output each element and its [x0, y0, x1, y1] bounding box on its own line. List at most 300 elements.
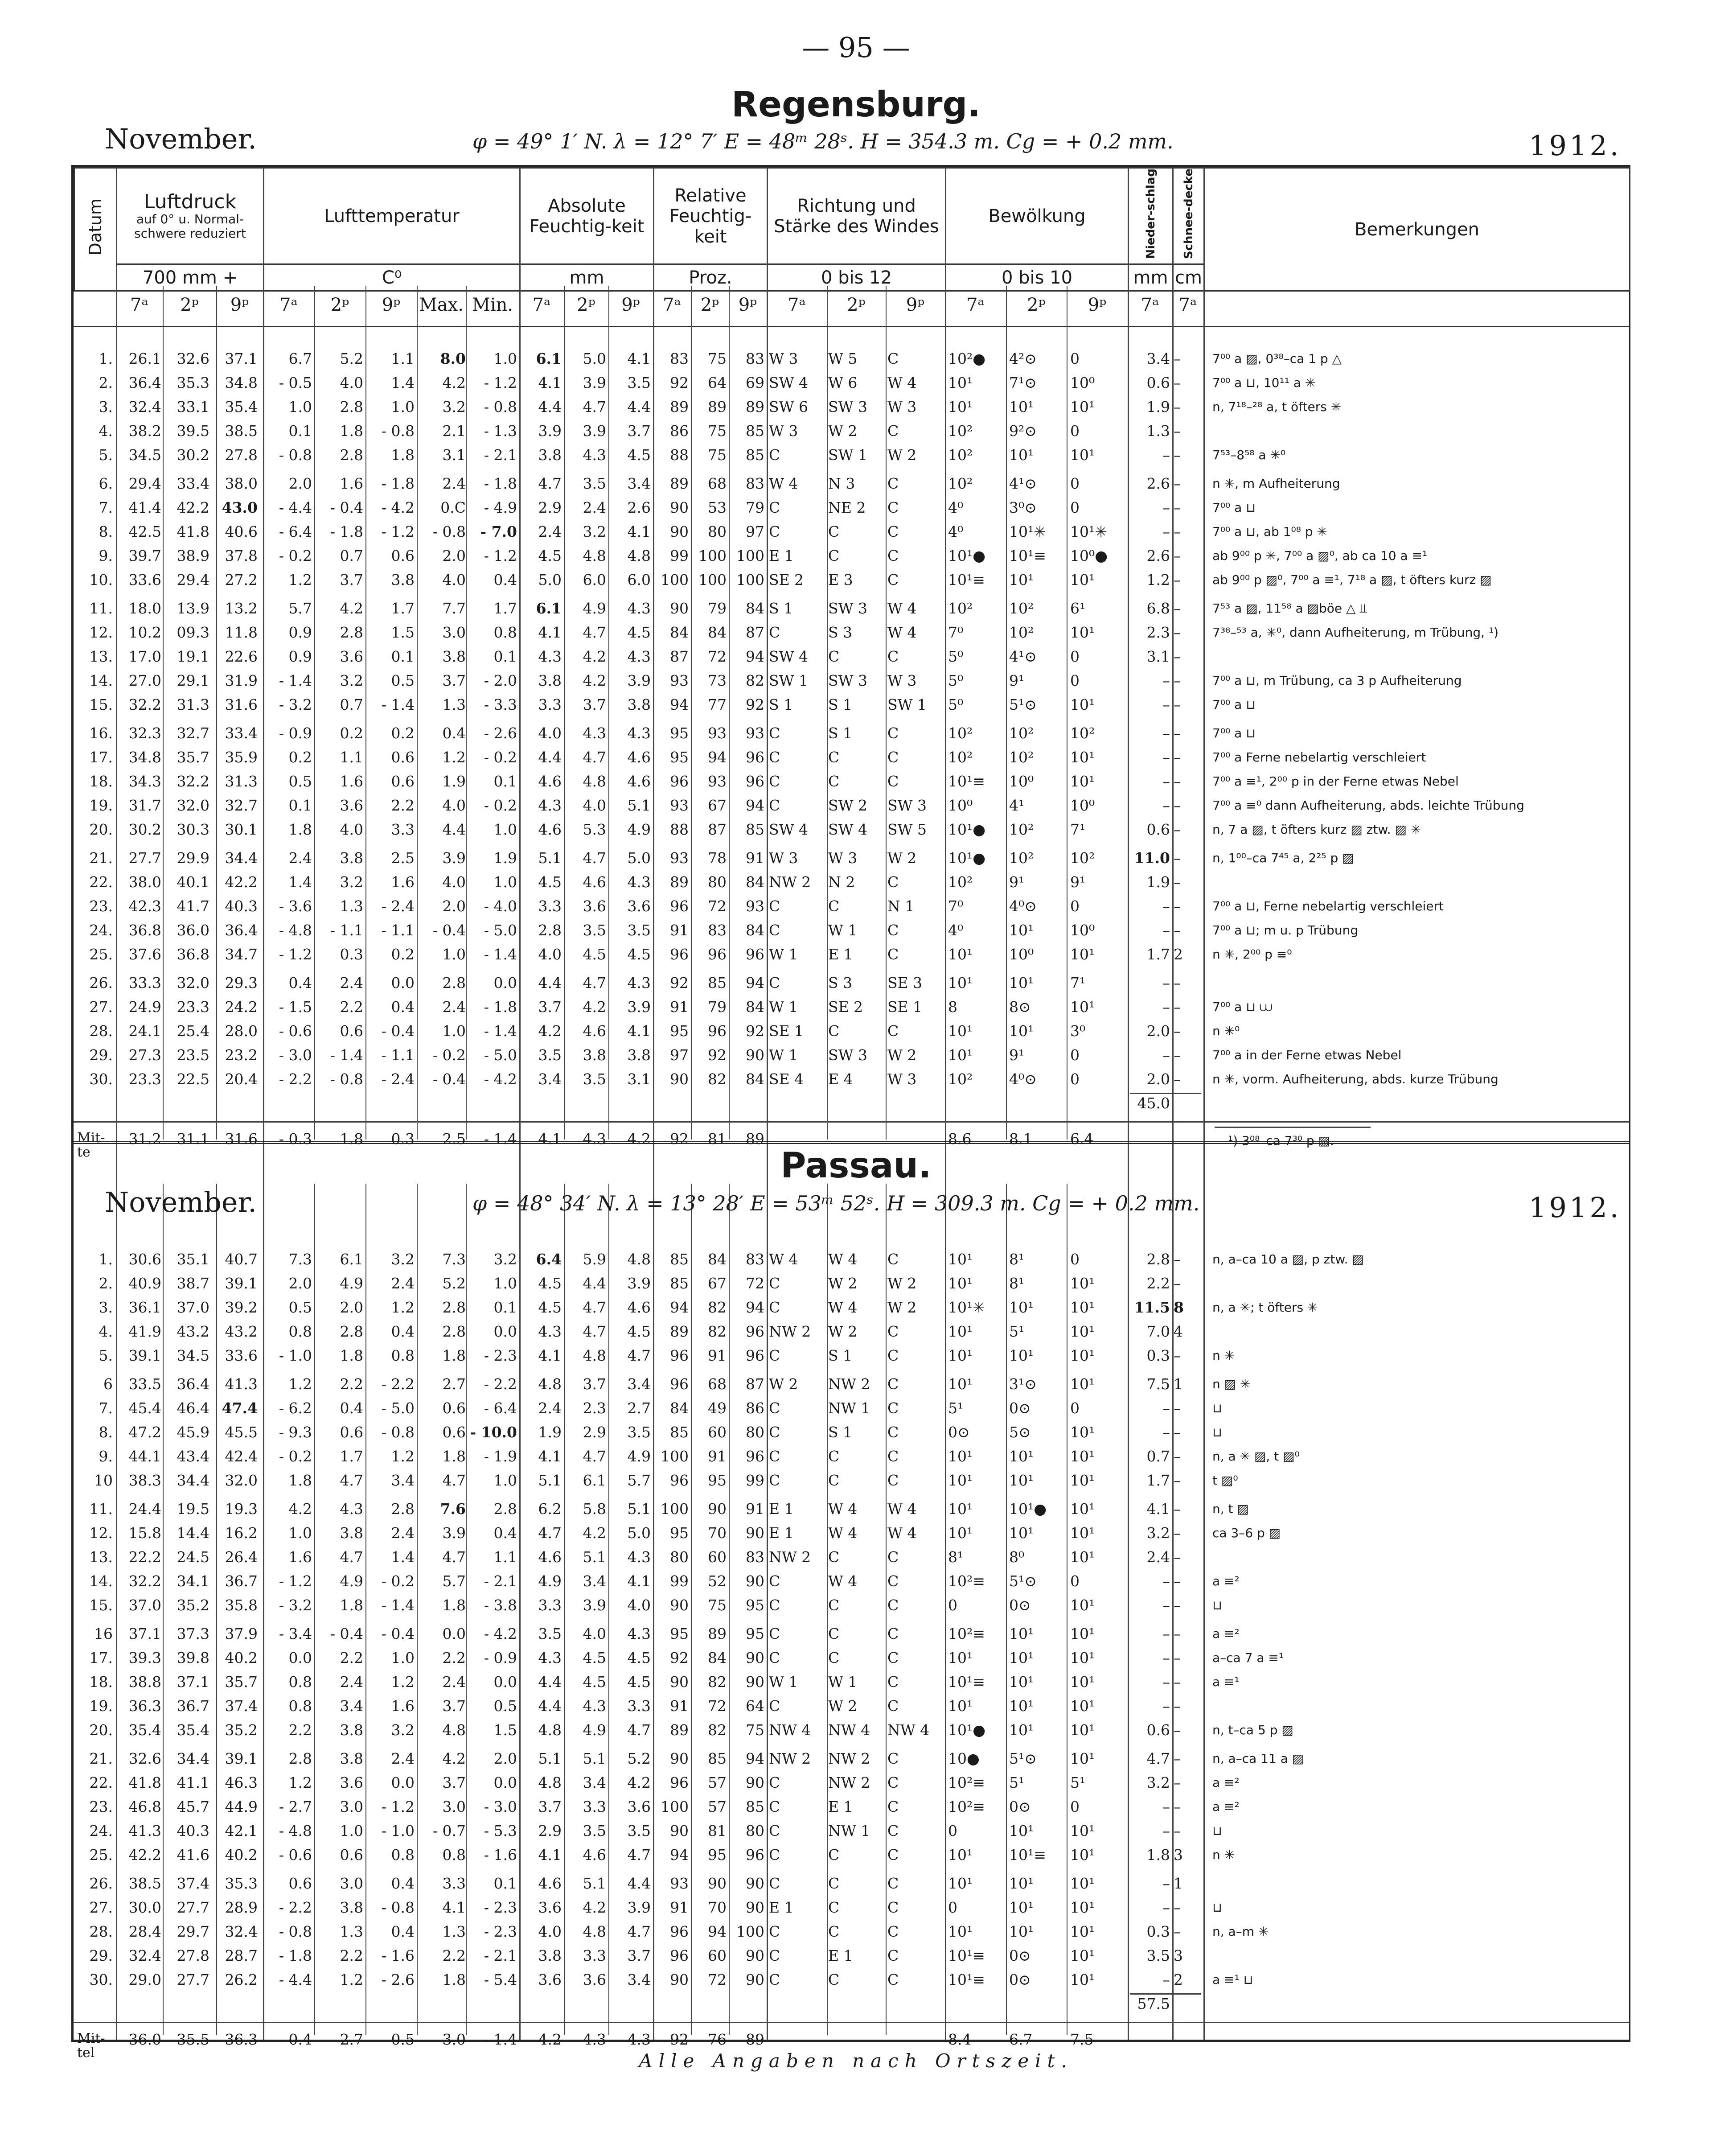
cloud-value: 10¹	[948, 1022, 973, 1040]
remark-text: 7⁰⁰ a ⊔	[1212, 697, 1256, 712]
pressure-value: 17.0	[128, 648, 161, 665]
temperature-value: 1.2	[442, 749, 466, 766]
row-date: 1.	[99, 350, 113, 367]
remark-text: n, a ✳; t öfters ✳	[1212, 1300, 1318, 1315]
abs-humidity-value: 4.7	[583, 624, 606, 641]
temperature-value: 0.1	[493, 773, 517, 790]
snow-value: 2	[1174, 946, 1183, 963]
table-row	[74, 1775, 1629, 1791]
temperature-value: - 1.4	[484, 946, 517, 963]
wind-value: W 2	[828, 1323, 858, 1340]
rel-humidity-value: 96	[670, 773, 689, 790]
abs-humidity-value: 2.4	[583, 499, 606, 516]
snow-value: –	[1174, 1822, 1181, 1839]
mean-abs-humidity: 4.2	[627, 1130, 651, 1148]
wind-value: NW 1	[828, 1399, 870, 1417]
precip-value: –	[1162, 922, 1170, 939]
cloud-value: 10¹	[948, 1524, 973, 1542]
cloud-value: 10¹✳	[1009, 523, 1046, 540]
rel-humidity-value: 87	[670, 648, 689, 665]
table-row	[74, 447, 1629, 463]
pressure-value: 34.7	[225, 946, 258, 963]
temperature-value: - 4.9	[484, 499, 517, 516]
abs-humidity-value: 4.2	[583, 998, 606, 1016]
table-row	[74, 399, 1629, 415]
rel-humidity-value: 94	[670, 696, 689, 713]
pressure-value: 40.7	[225, 1251, 258, 1268]
row-date: 25.	[89, 946, 113, 963]
table-row	[74, 999, 1629, 1015]
pressure-value: 23.3	[128, 1070, 161, 1088]
snow-value: –	[1174, 1251, 1181, 1268]
pressure-value: 36.4	[128, 374, 161, 391]
table-row	[74, 1698, 1629, 1714]
rel-humidity-value: 92	[670, 374, 689, 391]
abs-humidity-value: 3.9	[627, 998, 651, 1016]
row-date: 7.	[99, 499, 113, 516]
snow-value: –	[1174, 1347, 1181, 1364]
pressure-value: 29.7	[177, 1923, 209, 1940]
rel-humidity-value: 79	[708, 998, 727, 1016]
rel-humidity-value: 90	[670, 499, 689, 516]
wind-value: S 1	[828, 724, 853, 742]
wind-value: C	[887, 1548, 899, 1566]
snow-value: –	[1174, 1472, 1181, 1489]
temperature-value: - 4.2	[484, 1070, 517, 1088]
cloud-value: 0⊙	[1009, 1399, 1031, 1417]
month-label-passau: November.	[105, 1186, 257, 1218]
mean-temperature: 3.0	[442, 2031, 466, 2048]
rel-humidity-value: 91	[670, 1899, 689, 1916]
temperature-value: 4.7	[340, 1472, 363, 1489]
abs-humidity-value: 4.7	[583, 849, 606, 867]
temperature-value: - 1.0	[381, 1822, 415, 1839]
precip-value: 1.2	[1146, 571, 1170, 588]
cloud-value: 10¹	[948, 1472, 973, 1489]
cloud-value: 10¹	[948, 1323, 973, 1340]
rel-humidity-value: 84	[746, 873, 764, 891]
row-date: 26.	[89, 1875, 113, 1892]
mean-rel-humidity: 89	[746, 1130, 764, 1148]
temperature-value: 1.1	[391, 350, 415, 367]
rel-humidity-value: 100	[736, 547, 764, 564]
remark-text: ⊔	[1212, 1900, 1222, 1915]
abs-humidity-value: 4.8	[627, 547, 651, 564]
mean-abs-humidity: 4.3	[583, 2031, 606, 2048]
pressure-value: 45.9	[177, 1424, 209, 1441]
unit-nied: mm	[1129, 264, 1173, 291]
row-date: 4.	[99, 1323, 113, 1340]
wind-value: C	[769, 1649, 780, 1666]
rel-humidity-value: 53	[708, 499, 727, 516]
temperature-value: 0.1	[288, 797, 312, 814]
remark-text: 7⁵³–8⁵⁸ a ✳⁰	[1212, 448, 1286, 462]
time-label: 9ᵖ	[738, 295, 757, 315]
wind-value: C	[828, 773, 840, 790]
pressure-value: 40.1	[177, 873, 209, 891]
pressure-value: 32.2	[177, 773, 209, 790]
time-label: 2ᵖ	[577, 295, 595, 315]
abs-humidity-value: 4.3	[627, 724, 651, 742]
precip-value: 6.8	[1146, 600, 1170, 617]
cloud-value: 10¹≡	[948, 1947, 985, 1964]
snow-value: –	[1174, 398, 1181, 416]
rel-humidity-value: 96	[746, 946, 764, 963]
pressure-value: 39.3	[128, 1649, 161, 1666]
snow-value: –	[1174, 374, 1181, 391]
wind-value: C	[769, 1846, 780, 1864]
cloud-value: 10¹	[1070, 1875, 1095, 1892]
rel-humidity-value: 96	[670, 1472, 689, 1489]
temperature-value: 1.6	[340, 773, 363, 790]
time-label: 9ᵖ	[906, 295, 925, 315]
abs-humidity-value: 4.1	[538, 1347, 562, 1364]
abs-humidity-value: 4.4	[538, 1673, 562, 1691]
pressure-value: 37.4	[177, 1875, 209, 1892]
remark-text: n, a ✳ ▨, t ▨⁰	[1212, 1449, 1300, 1464]
cloud-value: 0	[1070, 1070, 1080, 1088]
cloud-value: 5¹	[1009, 1774, 1025, 1791]
table-row	[74, 524, 1629, 540]
temperature-value: - 1.2	[279, 1572, 312, 1590]
rel-humidity-value: 75	[708, 1596, 727, 1614]
pressure-value: 14.4	[177, 1524, 209, 1542]
abs-humidity-value: 5.0	[538, 571, 562, 588]
pressure-value: 45.4	[128, 1399, 161, 1417]
abs-humidity-value: 4.0	[538, 724, 562, 742]
rel-humidity-value: 85	[670, 1424, 689, 1441]
wind-value: C	[887, 1448, 899, 1465]
cloud-value: 4⁰	[948, 523, 964, 540]
temperature-value: 3.1	[442, 446, 466, 464]
cloud-value: 10¹	[1009, 1923, 1034, 1940]
temperature-value: 3.2	[340, 873, 363, 891]
temperature-value: - 2.2	[381, 1375, 415, 1393]
remark-text: n ✳, vorm. Aufheiterung, abds. kurze Trübung	[1212, 1072, 1499, 1086]
table-row	[74, 476, 1629, 492]
table-row	[74, 1650, 1629, 1666]
abs-humidity-value: 3.7	[538, 1798, 562, 1815]
wind-value: C	[887, 1424, 899, 1441]
temperature-value: - 3.6	[279, 897, 312, 915]
wind-value: NW 4	[887, 1721, 930, 1739]
wind-value: C	[887, 749, 899, 766]
rel-humidity-value: 92	[746, 696, 764, 713]
cloud-value: 10²≡	[948, 1798, 985, 1815]
abs-humidity-value: 4.7	[627, 1923, 651, 1940]
remark-text: ab 9⁰⁰ p ✳, 7⁰⁰ a ▨⁰, ab ca 10 a ≡¹	[1212, 548, 1428, 563]
precip-value: 1.9	[1146, 398, 1170, 416]
pressure-value: 31.3	[225, 773, 258, 790]
pressure-value: 27.8	[225, 446, 258, 464]
rel-humidity-value: 72	[746, 1275, 764, 1292]
time-label: 7ᵃ	[532, 295, 551, 315]
row-date: 5.	[99, 446, 113, 464]
wind-value: C	[769, 1625, 780, 1642]
cloud-value: 4¹⊙	[1009, 648, 1037, 665]
table-row	[74, 1597, 1629, 1613]
precip-value: –	[1162, 1673, 1170, 1691]
remark-text: n ✳, m Aufheiterung	[1212, 476, 1340, 491]
remark-text: 7⁰⁰ a ⊔, ab 1⁰⁸ p ✳	[1212, 524, 1328, 539]
pressure-value: 27.7	[128, 849, 161, 867]
wind-value: C	[887, 350, 899, 367]
abs-humidity-value: 3.9	[583, 422, 606, 440]
wind-value: SW 4	[769, 821, 809, 838]
snow-value: –	[1174, 1774, 1181, 1791]
precip-value: –	[1162, 523, 1170, 540]
wind-value: C	[887, 1774, 899, 1791]
precip-value: 3.2	[1146, 1774, 1170, 1791]
abs-humidity-value: 4.1	[538, 1846, 562, 1864]
snow-value: –	[1174, 350, 1181, 367]
cloud-value: 10¹	[1070, 773, 1095, 790]
pressure-value: 19.1	[177, 648, 209, 665]
precip-value: –	[1162, 1399, 1170, 1417]
mean-cloud: 6.4	[1070, 1130, 1094, 1148]
wind-value: C	[887, 1798, 899, 1815]
abs-humidity-value: 2.9	[538, 499, 562, 516]
abs-humidity-value: 3.5	[538, 1046, 562, 1064]
rel-humidity-value: 75	[708, 446, 727, 464]
header-wind: Richtung und Stärke des Windes	[768, 168, 946, 264]
rel-humidity-value: 86	[670, 422, 689, 440]
rel-humidity-value: 90	[670, 1971, 689, 1988]
wind-value: C	[769, 1472, 780, 1489]
temperature-value: 3.7	[442, 672, 466, 689]
wind-value: S 3	[828, 974, 853, 992]
row-date: 23.	[89, 897, 113, 915]
rel-humidity-value: 100	[661, 1500, 689, 1518]
rel-humidity-value: 84	[746, 600, 764, 617]
temperature-value: - 2.7	[279, 1798, 312, 1815]
pressure-value: 41.4	[128, 499, 161, 516]
cloud-value: 10²	[1070, 724, 1095, 742]
precip-value: –	[1162, 773, 1170, 790]
temperature-value: 2.0	[442, 547, 466, 564]
pressure-value: 23.3	[177, 998, 209, 1016]
cloud-value: 10¹●	[1009, 1500, 1047, 1518]
table-row	[74, 1071, 1629, 1087]
temperature-value: - 6.4	[484, 1399, 517, 1417]
row-date: 30.	[89, 1070, 113, 1088]
abs-humidity-value: 4.4	[583, 1275, 606, 1292]
row-date: 16.	[89, 724, 113, 742]
cloud-value: 7¹	[1070, 974, 1086, 992]
remark-text: a ≡¹	[1212, 1675, 1240, 1689]
cloud-value: 10¹	[1070, 1822, 1095, 1839]
wind-value: C	[887, 648, 899, 665]
table-row	[74, 572, 1629, 588]
temperature-value: 3.0	[340, 1875, 363, 1892]
cloud-value: 5⊙	[1009, 1424, 1031, 1441]
temperature-value: 0.6	[442, 1399, 466, 1417]
wind-value: C	[769, 773, 780, 790]
rel-humidity-value: 79	[708, 600, 727, 617]
wind-value: E 1	[828, 946, 853, 963]
abs-humidity-value: 4.6	[583, 1022, 606, 1040]
mean-temperature: - 0.4	[279, 2031, 312, 2048]
pressure-value: 32.0	[225, 1472, 258, 1489]
wind-value: SE 4	[769, 1070, 804, 1088]
wind-value: C	[828, 523, 840, 540]
mean-temperature: - 1.4	[484, 1130, 517, 1148]
temperature-value: 1.2	[288, 1774, 312, 1791]
abs-humidity-value: 4.3	[627, 974, 651, 992]
abs-humidity-value: 2.4	[538, 523, 562, 540]
pressure-value: 32.6	[177, 350, 209, 367]
pressure-value: 15.8	[128, 1524, 161, 1542]
precip-value: 0.6	[1146, 1721, 1170, 1739]
temperature-value: - 0.4	[432, 1070, 466, 1088]
unit-schnee: cm	[1173, 264, 1204, 291]
rel-humidity-value: 96	[708, 1022, 727, 1040]
wind-value: C	[887, 1399, 899, 1417]
wind-value: C	[828, 1596, 840, 1614]
temperature-value: 1.0	[391, 1649, 415, 1666]
cloud-value: 10²≡	[948, 1572, 985, 1590]
wind-value: NW 2	[769, 1323, 811, 1340]
row-date: 16	[94, 1625, 113, 1642]
rel-humidity-value: 73	[708, 672, 727, 689]
temperature-value: 0.4	[391, 1323, 415, 1340]
pressure-value: 20.4	[225, 1070, 258, 1088]
temperature-value: 0.0	[493, 1323, 517, 1340]
temperature-value: 3.4	[391, 1472, 415, 1489]
temperature-value: 0.5	[493, 1697, 517, 1715]
abs-humidity-value: 4.4	[538, 398, 562, 416]
rel-humidity-value: 70	[708, 1524, 727, 1542]
wind-value: C	[887, 523, 899, 540]
cloud-value: 10¹	[948, 1375, 973, 1393]
wind-value: C	[887, 946, 899, 963]
pressure-value: 42.4	[225, 1448, 258, 1465]
abs-humidity-value: 3.5	[627, 1424, 651, 1441]
wind-value: C	[828, 749, 840, 766]
abs-humidity-value: 4.8	[583, 1923, 606, 1940]
temperature-value: 3.7	[340, 571, 363, 588]
pressure-value: 42.3	[128, 897, 161, 915]
mean-cloud: 8.1	[1009, 1130, 1033, 1148]
rel-humidity-value: 99	[670, 1572, 689, 1590]
pressure-value: 38.3	[128, 1472, 161, 1489]
sum-rule	[1130, 1093, 1201, 1094]
temperature-value: - 4.0	[484, 897, 517, 915]
wind-value: E 1	[769, 547, 794, 564]
mean-rule	[74, 1121, 1629, 1123]
temperature-value: - 3.0	[279, 1046, 312, 1064]
temperature-value: 2.8	[340, 1323, 363, 1340]
pressure-value: 30.2	[177, 446, 209, 464]
row-date: 14.	[89, 672, 113, 689]
pressure-value: 38.5	[225, 422, 258, 440]
abs-humidity-value: 3.4	[583, 1572, 606, 1590]
rel-humidity-value: 95	[746, 1625, 764, 1642]
remark-text: ⊔	[1212, 1401, 1222, 1415]
cloud-value: 0⊙	[1009, 1947, 1031, 1964]
wind-value: NW 4	[828, 1721, 870, 1739]
abs-humidity-value: 4.7	[538, 475, 562, 492]
cloud-value: 10²	[1009, 821, 1034, 838]
rel-humidity-value: 60	[708, 1548, 727, 1566]
precip-value: –	[1162, 1697, 1170, 1715]
abs-humidity-value: 4.3	[538, 797, 562, 814]
remark-text: n ✳	[1212, 1348, 1235, 1363]
remark-text: 7⁰⁰ a ▨, 0³⁸–ca 1 p △	[1212, 351, 1342, 366]
temperature-value: 2.2	[340, 998, 363, 1016]
table-row	[74, 798, 1629, 814]
temperature-value: 2.2	[391, 797, 415, 814]
pressure-value: 39.8	[177, 1649, 209, 1666]
temperature-value: 1.0	[493, 1472, 517, 1489]
wind-value: C	[887, 1572, 899, 1590]
wind-value: C	[769, 749, 780, 766]
temperature-value: 4.4	[442, 821, 466, 838]
pressure-value: 41.7	[177, 897, 209, 915]
temperature-value: 3.8	[442, 648, 466, 665]
abs-humidity-value: 3.6	[538, 1899, 562, 1916]
cloud-value: 10¹	[1070, 998, 1095, 1016]
row-date: 8.	[99, 1424, 113, 1441]
remark-text: t ▨⁰	[1212, 1473, 1238, 1488]
rel-humidity-value: 96	[670, 897, 689, 915]
table-row	[74, 1275, 1629, 1292]
precip-value: –	[1162, 724, 1170, 742]
wind-value: S 1	[828, 696, 853, 713]
pressure-value: 36.8	[177, 946, 209, 963]
mean-pressure: 36.0	[128, 2031, 161, 2048]
temperature-value: 1.0	[493, 821, 517, 838]
abs-humidity-value: 4.8	[538, 1375, 562, 1393]
temperature-value: 1.3	[442, 1923, 466, 1940]
abs-humidity-value: 4.8	[583, 1347, 606, 1364]
temperature-value: 1.0	[391, 398, 415, 416]
rel-humidity-value: 89	[670, 1721, 689, 1739]
table-row	[74, 946, 1629, 963]
pressure-value: 38.8	[128, 1673, 161, 1691]
snow-value: –	[1174, 1275, 1181, 1292]
cloud-value: 10¹≡	[948, 773, 985, 790]
pressure-value: 30.6	[128, 1251, 161, 1268]
abs-humidity-value: 4.8	[538, 1721, 562, 1739]
precip-value: 0.7	[1146, 1448, 1170, 1465]
temperature-value: 0.6	[288, 1875, 312, 1892]
snow-value: –	[1174, 1572, 1181, 1590]
temperature-value: - 0.6	[279, 1846, 312, 1864]
rel-humidity-value: 90	[670, 1596, 689, 1614]
temperature-value: 1.6	[391, 873, 415, 891]
wind-value: C	[769, 1971, 780, 1988]
temperature-value: 3.2	[442, 398, 466, 416]
rel-humidity-value: 82	[746, 672, 764, 689]
temperature-value: - 1.2	[484, 547, 517, 564]
precip-value: –	[1162, 1424, 1170, 1441]
abs-humidity-value: 3.8	[538, 1947, 562, 1964]
rel-humidity-value: 95	[708, 1846, 727, 1864]
rel-humidity-value: 91	[708, 1448, 727, 1465]
cloud-value: 0⊙	[1009, 1596, 1031, 1614]
wind-value: C	[769, 1947, 780, 1964]
snow-value: –	[1174, 672, 1181, 689]
snow-value: –	[1174, 1424, 1181, 1441]
precip-value: –	[1162, 1649, 1170, 1666]
wind-value: C	[887, 1697, 899, 1715]
snow-value: –	[1174, 1798, 1181, 1815]
temperature-value: 4.9	[340, 1572, 363, 1590]
wind-value: SW 1	[887, 696, 927, 713]
snow-value: 4	[1174, 1323, 1183, 1340]
temperature-value: 1.8	[288, 1472, 312, 1489]
